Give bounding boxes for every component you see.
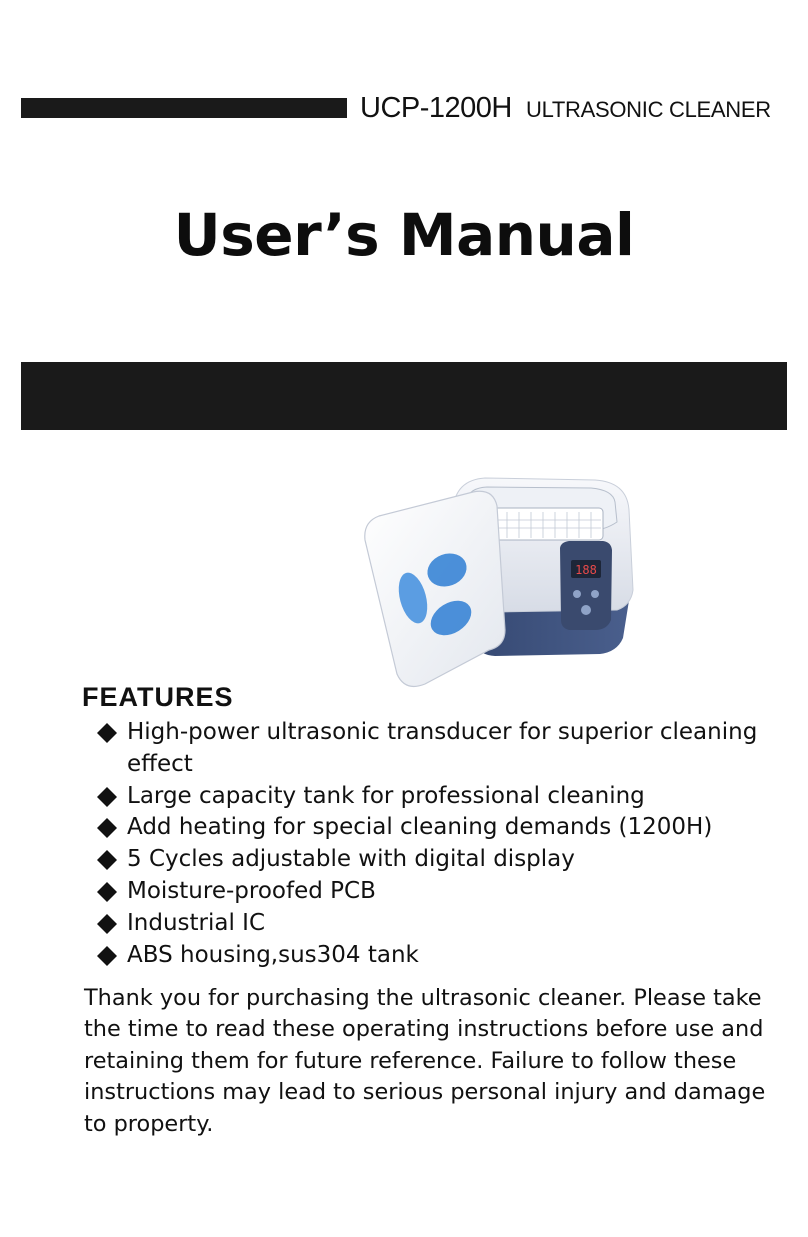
feature-item <box>96 812 786 844</box>
features-heading: FEATURES <box>82 682 234 712</box>
feature-text: Moisture-proofed PCB <box>127 877 376 904</box>
feature-text: 5 Cycles adjustable with digital display <box>127 846 575 873</box>
diamond-bullet-icon <box>96 844 120 871</box>
feature-text: Industrial IC <box>127 909 266 936</box>
product-name: ULTRASONIC CLEANER <box>526 97 771 122</box>
feature-text: ABS housing,sus304 tank <box>127 941 419 968</box>
feature-text: Add heating for special cleaning demands (1200H) <box>127 814 713 841</box>
intro-paragraph: Thank you for purchasing the ultrasonic cleaner. Please take the time to read these operating instructions before use and retaining them for future reference. Failure to follow these instructions may lead to serious personal injury and damage to property. <box>84 985 766 1137</box>
display-readout: 188 <box>575 563 597 577</box>
diamond-bullet-icon <box>96 876 120 903</box>
model-number: UCP-1200H <box>360 92 512 124</box>
feature-item <box>96 908 786 940</box>
features-list <box>96 717 786 971</box>
feature-item <box>96 781 786 813</box>
feature-item <box>96 844 786 876</box>
lid <box>365 491 505 686</box>
header-bar <box>21 98 347 118</box>
feature-item <box>96 940 786 972</box>
black-band <box>21 362 787 430</box>
feature-text: Large capacity tank for professional cleaning <box>127 782 645 809</box>
feature-item <box>96 876 786 908</box>
diamond-bullet-icon <box>96 781 120 808</box>
diamond-bullet-icon <box>96 908 120 935</box>
feature-item <box>96 717 786 781</box>
manual-title: User’s Manual <box>173 201 635 269</box>
diamond-bullet-icon <box>96 717 120 744</box>
diamond-bullet-icon <box>96 812 120 839</box>
feature-text: High-power ultrasonic transducer for superior cleaning effect <box>127 719 758 777</box>
control-panel <box>560 541 612 630</box>
diamond-bullet-icon <box>96 940 120 967</box>
product-image <box>355 470 645 692</box>
